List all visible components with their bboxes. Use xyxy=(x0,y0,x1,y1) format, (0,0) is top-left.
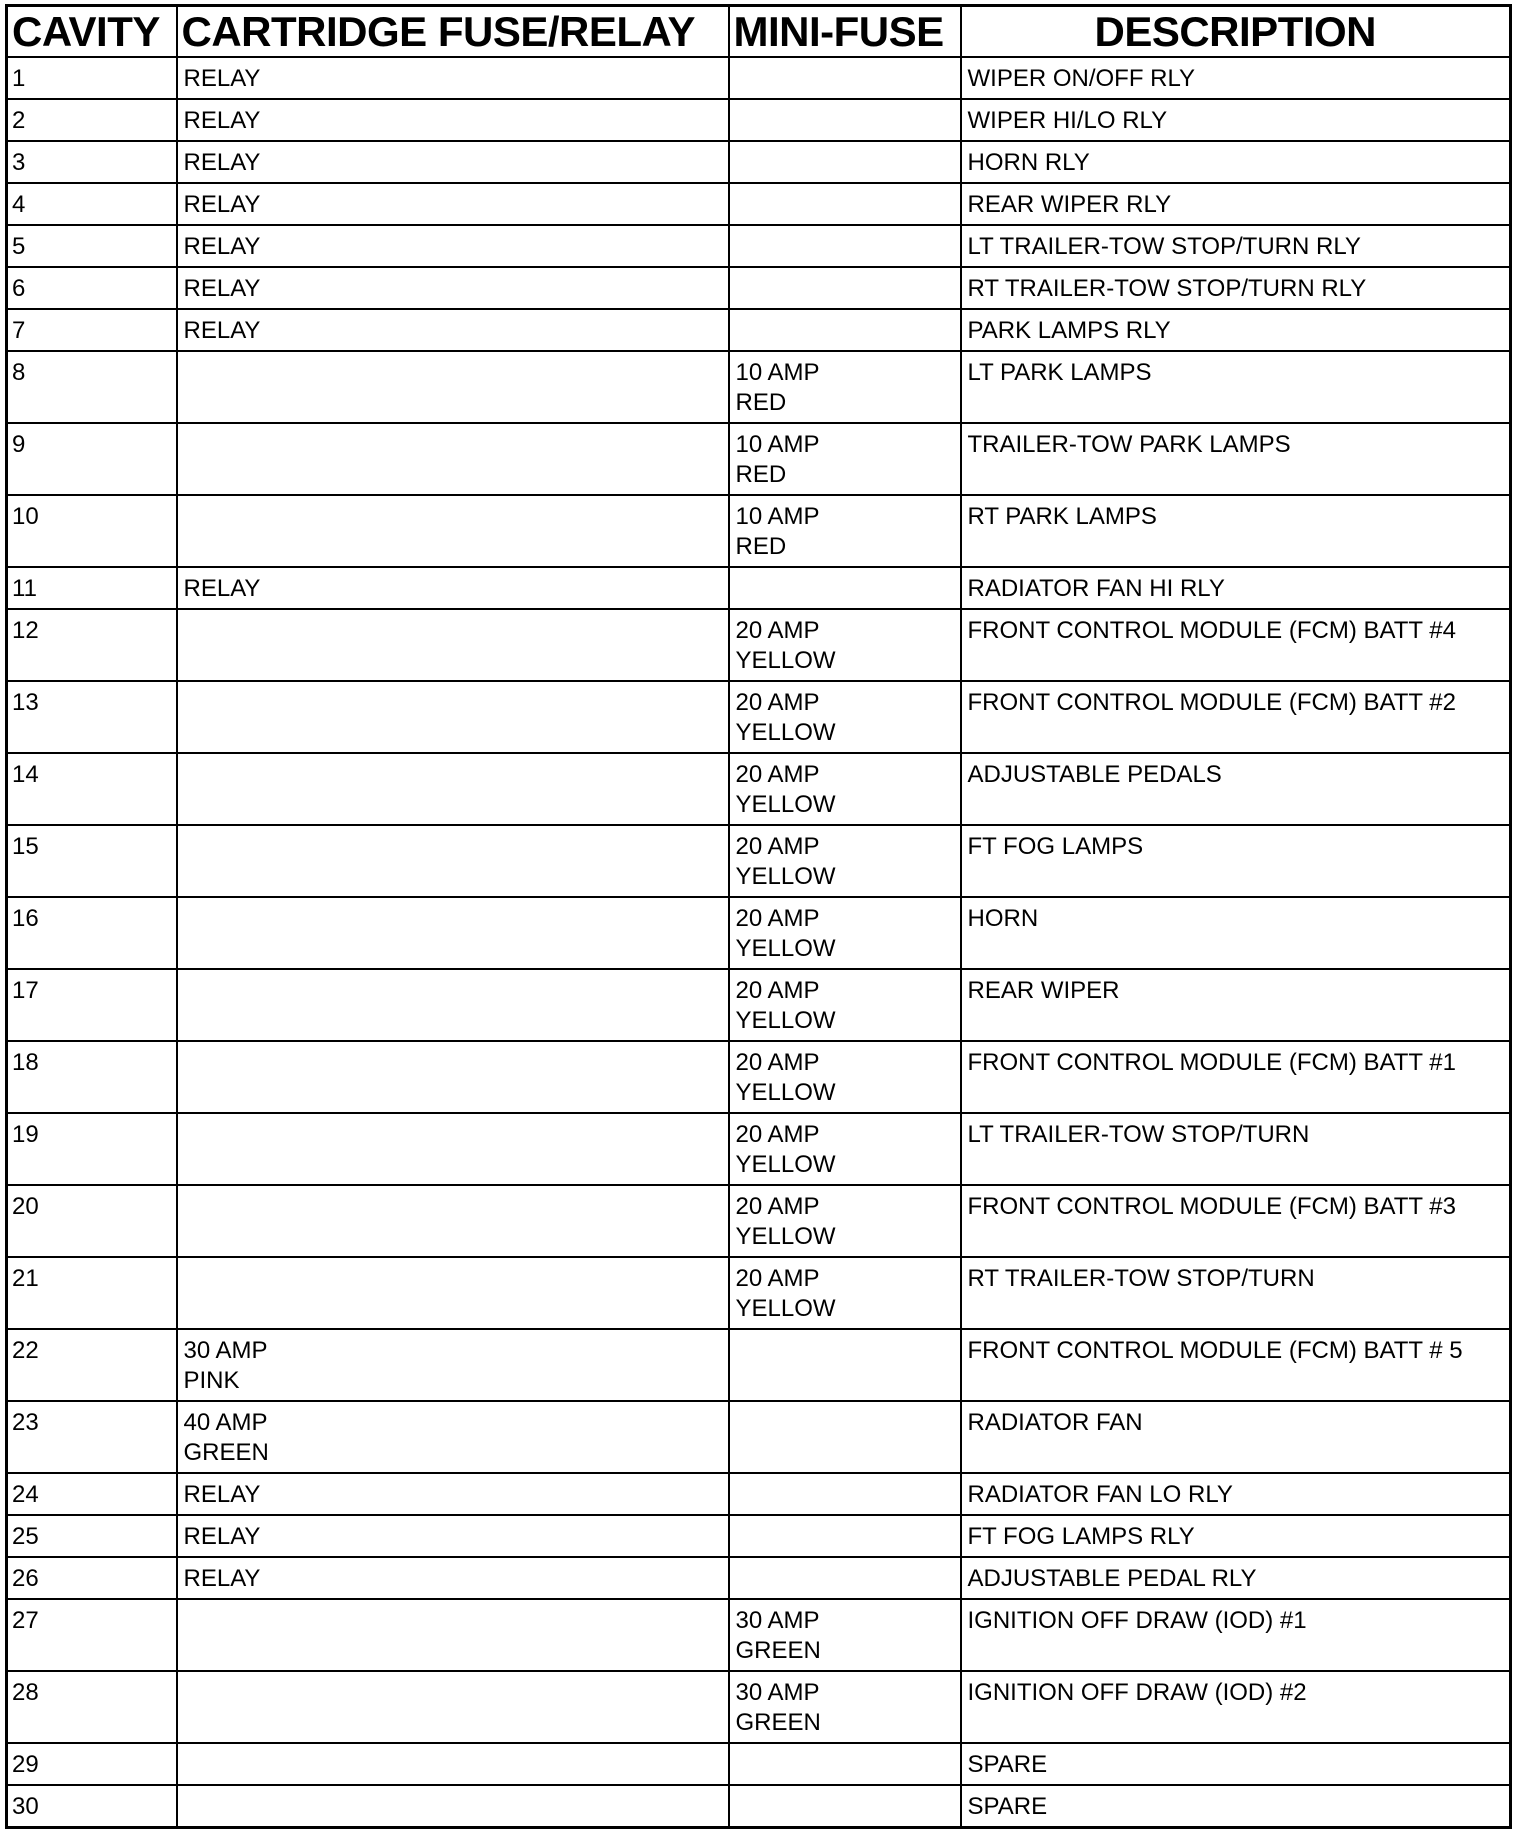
cartridge-cell xyxy=(177,753,729,825)
description-cell: SPARE xyxy=(961,1785,1511,1827)
cartridge-cell xyxy=(177,1515,729,1557)
cavity-cell: 14 xyxy=(7,753,177,825)
table-row xyxy=(7,681,1511,753)
cartridge-cell xyxy=(177,609,729,681)
table-row xyxy=(7,183,1511,225)
description-cell: FT FOG LAMPS RLY xyxy=(961,1515,1511,1557)
cartridge-cell xyxy=(177,1185,729,1257)
mini-fuse-rating: 20 AMP xyxy=(735,905,820,932)
fuse-relay-table xyxy=(5,4,1512,1829)
mini-fuse-cell xyxy=(729,225,961,267)
mini-fuse-rating: 20 AMP xyxy=(735,1193,820,1220)
mini-fuse-cell xyxy=(729,351,961,423)
cartridge-rating: RELAY xyxy=(183,65,261,92)
cartridge-cell xyxy=(177,183,729,225)
cartridge-rating: RELAY xyxy=(183,317,261,344)
mini-fuse-cell xyxy=(729,1185,961,1257)
table-row xyxy=(7,609,1511,681)
mini-fuse-rating: 20 AMP xyxy=(735,1121,820,1148)
description-cell: LT TRAILER-TOW STOP/TURN xyxy=(961,1113,1511,1185)
table-row xyxy=(7,267,1511,309)
cartridge-cell xyxy=(177,1257,729,1329)
mini-fuse-cell xyxy=(729,1473,961,1515)
table-row xyxy=(7,99,1511,141)
cavity-cell: 3 xyxy=(7,141,177,183)
mini-fuse-color: GREEN xyxy=(735,1637,821,1664)
cartridge-color: PINK xyxy=(183,1367,240,1394)
mini-fuse-rating: 20 AMP xyxy=(735,1049,820,1076)
table-row xyxy=(7,1599,1511,1671)
mini-fuse-color: RED xyxy=(735,533,787,560)
description-cell: RT PARK LAMPS xyxy=(961,495,1511,567)
mini-fuse-color: RED xyxy=(735,389,787,416)
mini-fuse-color: YELLOW xyxy=(735,1295,836,1322)
cartridge-rating: RELAY xyxy=(183,1523,261,1550)
header-description: DESCRIPTION xyxy=(961,6,1511,58)
description-cell: TRAILER-TOW PARK LAMPS xyxy=(961,423,1511,495)
cartridge-cell xyxy=(177,1113,729,1185)
cavity-cell: 13 xyxy=(7,681,177,753)
cavity-cell: 12 xyxy=(7,609,177,681)
table-body xyxy=(7,57,1511,1827)
table-row xyxy=(7,495,1511,567)
cartridge-rating: 40 AMP xyxy=(183,1409,268,1436)
mini-fuse-rating: 20 AMP xyxy=(735,833,820,860)
cavity-cell: 30 xyxy=(7,1785,177,1827)
description-cell: HORN xyxy=(961,897,1511,969)
table-row xyxy=(7,1257,1511,1329)
cartridge-rating: RELAY xyxy=(183,1565,261,1592)
header-mini-fuse: MINI-FUSE xyxy=(729,6,961,58)
cavity-cell: 28 xyxy=(7,1671,177,1743)
mini-fuse-cell xyxy=(729,753,961,825)
mini-fuse-cell xyxy=(729,183,961,225)
mini-fuse-color: RED xyxy=(735,461,787,488)
mini-fuse-rating: 10 AMP xyxy=(735,359,820,386)
cavity-cell: 10 xyxy=(7,495,177,567)
mini-fuse-rating: 10 AMP xyxy=(735,431,820,458)
table-row xyxy=(7,753,1511,825)
mini-fuse-cell xyxy=(729,969,961,1041)
cavity-cell: 19 xyxy=(7,1113,177,1185)
description-cell: IGNITION OFF DRAW (IOD) #1 xyxy=(961,1599,1511,1671)
cartridge-cell xyxy=(177,897,729,969)
cavity-cell: 5 xyxy=(7,225,177,267)
table-row xyxy=(7,1785,1511,1827)
mini-fuse-cell xyxy=(729,825,961,897)
mini-fuse-cell xyxy=(729,1515,961,1557)
cavity-cell: 15 xyxy=(7,825,177,897)
mini-fuse-cell xyxy=(729,1041,961,1113)
cartridge-color: GREEN xyxy=(183,1439,269,1466)
table-row xyxy=(7,1473,1511,1515)
cartridge-cell xyxy=(177,99,729,141)
mini-fuse-rating: 10 AMP xyxy=(735,503,820,530)
table-row xyxy=(7,1557,1511,1599)
mini-fuse-cell xyxy=(729,567,961,609)
mini-fuse-cell xyxy=(729,681,961,753)
cavity-cell: 7 xyxy=(7,309,177,351)
table-row xyxy=(7,351,1511,423)
mini-fuse-cell xyxy=(729,1113,961,1185)
mini-fuse-color: YELLOW xyxy=(735,647,836,674)
cartridge-rating: RELAY xyxy=(183,1481,261,1508)
cavity-cell: 8 xyxy=(7,351,177,423)
description-cell: RT TRAILER-TOW STOP/TURN xyxy=(961,1257,1511,1329)
mini-fuse-cell xyxy=(729,1257,961,1329)
table-row xyxy=(7,969,1511,1041)
table-row xyxy=(7,567,1511,609)
cavity-cell: 20 xyxy=(7,1185,177,1257)
mini-fuse-cell xyxy=(729,57,961,99)
description-cell: REAR WIPER RLY xyxy=(961,183,1511,225)
mini-fuse-cell xyxy=(729,141,961,183)
mini-fuse-cell xyxy=(729,1599,961,1671)
table-row xyxy=(7,897,1511,969)
mini-fuse-cell xyxy=(729,267,961,309)
cavity-cell: 22 xyxy=(7,1329,177,1401)
description-cell: FT FOG LAMPS xyxy=(961,825,1511,897)
table-row xyxy=(7,423,1511,495)
mini-fuse-cell xyxy=(729,99,961,141)
description-cell: HORN RLY xyxy=(961,141,1511,183)
cartridge-cell xyxy=(177,567,729,609)
cartridge-cell xyxy=(177,57,729,99)
cavity-cell: 24 xyxy=(7,1473,177,1515)
description-cell: FRONT CONTROL MODULE (FCM) BATT #1 xyxy=(961,1041,1511,1113)
mini-fuse-color: GREEN xyxy=(735,1709,821,1736)
cavity-cell: 17 xyxy=(7,969,177,1041)
mini-fuse-color: YELLOW xyxy=(735,1007,836,1034)
mini-fuse-cell xyxy=(729,1401,961,1473)
cavity-cell: 23 xyxy=(7,1401,177,1473)
description-cell: ADJUSTABLE PEDAL RLY xyxy=(961,1557,1511,1599)
table-row xyxy=(7,1743,1511,1785)
table-row xyxy=(7,141,1511,183)
mini-fuse-cell xyxy=(729,609,961,681)
table-row xyxy=(7,1113,1511,1185)
cartridge-cell xyxy=(177,1671,729,1743)
description-cell: RADIATOR FAN HI RLY xyxy=(961,567,1511,609)
cavity-cell: 29 xyxy=(7,1743,177,1785)
cartridge-cell xyxy=(177,267,729,309)
cartridge-cell xyxy=(177,1473,729,1515)
cavity-cell: 6 xyxy=(7,267,177,309)
mini-fuse-rating: 20 AMP xyxy=(735,617,820,644)
cavity-cell: 27 xyxy=(7,1599,177,1671)
mini-fuse-rating: 20 AMP xyxy=(735,977,820,1004)
table-row xyxy=(7,57,1511,99)
mini-fuse-cell xyxy=(729,1329,961,1401)
description-cell: SPARE xyxy=(961,1743,1511,1785)
cartridge-cell xyxy=(177,969,729,1041)
description-cell: WIPER ON/OFF RLY xyxy=(961,57,1511,99)
table-row xyxy=(7,1671,1511,1743)
cartridge-cell xyxy=(177,423,729,495)
mini-fuse-rating: 30 AMP xyxy=(735,1607,820,1634)
cartridge-cell xyxy=(177,225,729,267)
mini-fuse-cell xyxy=(729,423,961,495)
header-row xyxy=(7,6,1511,58)
cartridge-cell xyxy=(177,825,729,897)
description-cell: PARK LAMPS RLY xyxy=(961,309,1511,351)
description-cell: RT TRAILER-TOW STOP/TURN RLY xyxy=(961,267,1511,309)
header-cartridge-fuse-relay: CARTRIDGE FUSE/RELAY xyxy=(177,6,729,58)
cartridge-rating: RELAY xyxy=(183,233,261,260)
mini-fuse-cell xyxy=(729,1743,961,1785)
cartridge-cell xyxy=(177,1401,729,1473)
mini-fuse-cell xyxy=(729,309,961,351)
mini-fuse-rating: 20 AMP xyxy=(735,1265,820,1292)
mini-fuse-rating: 20 AMP xyxy=(735,761,820,788)
cavity-cell: 1 xyxy=(7,57,177,99)
cavity-cell: 16 xyxy=(7,897,177,969)
description-cell: LT TRAILER-TOW STOP/TURN RLY xyxy=(961,225,1511,267)
cavity-cell: 21 xyxy=(7,1257,177,1329)
cartridge-rating: RELAY xyxy=(183,275,261,302)
table-row xyxy=(7,1185,1511,1257)
cavity-cell: 4 xyxy=(7,183,177,225)
cavity-cell: 11 xyxy=(7,567,177,609)
header-cavity: CAVITY xyxy=(7,6,177,58)
mini-fuse-color: YELLOW xyxy=(735,791,836,818)
description-cell: FRONT CONTROL MODULE (FCM) BATT #2 xyxy=(961,681,1511,753)
cartridge-rating: RELAY xyxy=(183,107,261,134)
cartridge-rating: RELAY xyxy=(183,191,261,218)
cavity-cell: 18 xyxy=(7,1041,177,1113)
description-cell: LT PARK LAMPS xyxy=(961,351,1511,423)
mini-fuse-color: YELLOW xyxy=(735,935,836,962)
cavity-cell: 9 xyxy=(7,423,177,495)
cavity-cell: 25 xyxy=(7,1515,177,1557)
description-cell: IGNITION OFF DRAW (IOD) #2 xyxy=(961,1671,1511,1743)
description-cell: FRONT CONTROL MODULE (FCM) BATT #3 xyxy=(961,1185,1511,1257)
description-cell: REAR WIPER xyxy=(961,969,1511,1041)
mini-fuse-cell xyxy=(729,1557,961,1599)
cartridge-cell xyxy=(177,495,729,567)
mini-fuse-rating: 20 AMP xyxy=(735,689,820,716)
cartridge-cell xyxy=(177,351,729,423)
mini-fuse-cell xyxy=(729,897,961,969)
mini-fuse-cell xyxy=(729,1671,961,1743)
cartridge-cell xyxy=(177,1041,729,1113)
table-row xyxy=(7,825,1511,897)
cartridge-rating: 30 AMP xyxy=(183,1337,268,1364)
table-row xyxy=(7,225,1511,267)
cartridge-rating: RELAY xyxy=(183,575,261,602)
cartridge-cell xyxy=(177,1785,729,1827)
mini-fuse-cell xyxy=(729,495,961,567)
cartridge-cell xyxy=(177,1743,729,1785)
cavity-cell: 26 xyxy=(7,1557,177,1599)
table-row xyxy=(7,1041,1511,1113)
mini-fuse-color: YELLOW xyxy=(735,1079,836,1106)
mini-fuse-cell xyxy=(729,1785,961,1827)
cavity-cell: 2 xyxy=(7,99,177,141)
cartridge-cell xyxy=(177,1329,729,1401)
description-cell: FRONT CONTROL MODULE (FCM) BATT # 5 xyxy=(961,1329,1511,1401)
cartridge-rating: RELAY xyxy=(183,149,261,176)
cartridge-cell xyxy=(177,1557,729,1599)
description-cell: ADJUSTABLE PEDALS xyxy=(961,753,1511,825)
table-row xyxy=(7,309,1511,351)
table-row xyxy=(7,1401,1511,1473)
table-row xyxy=(7,1515,1511,1557)
description-cell: WIPER HI/LO RLY xyxy=(961,99,1511,141)
mini-fuse-color: YELLOW xyxy=(735,719,836,746)
description-cell: FRONT CONTROL MODULE (FCM) BATT #4 xyxy=(961,609,1511,681)
cartridge-cell xyxy=(177,141,729,183)
cartridge-cell xyxy=(177,681,729,753)
mini-fuse-rating: 30 AMP xyxy=(735,1679,820,1706)
cartridge-cell xyxy=(177,1599,729,1671)
mini-fuse-color: YELLOW xyxy=(735,863,836,890)
mini-fuse-color: YELLOW xyxy=(735,1151,836,1178)
description-cell: RADIATOR FAN LO RLY xyxy=(961,1473,1511,1515)
cartridge-cell xyxy=(177,309,729,351)
mini-fuse-color: YELLOW xyxy=(735,1223,836,1250)
description-cell: RADIATOR FAN xyxy=(961,1401,1511,1473)
table-row xyxy=(7,1329,1511,1401)
